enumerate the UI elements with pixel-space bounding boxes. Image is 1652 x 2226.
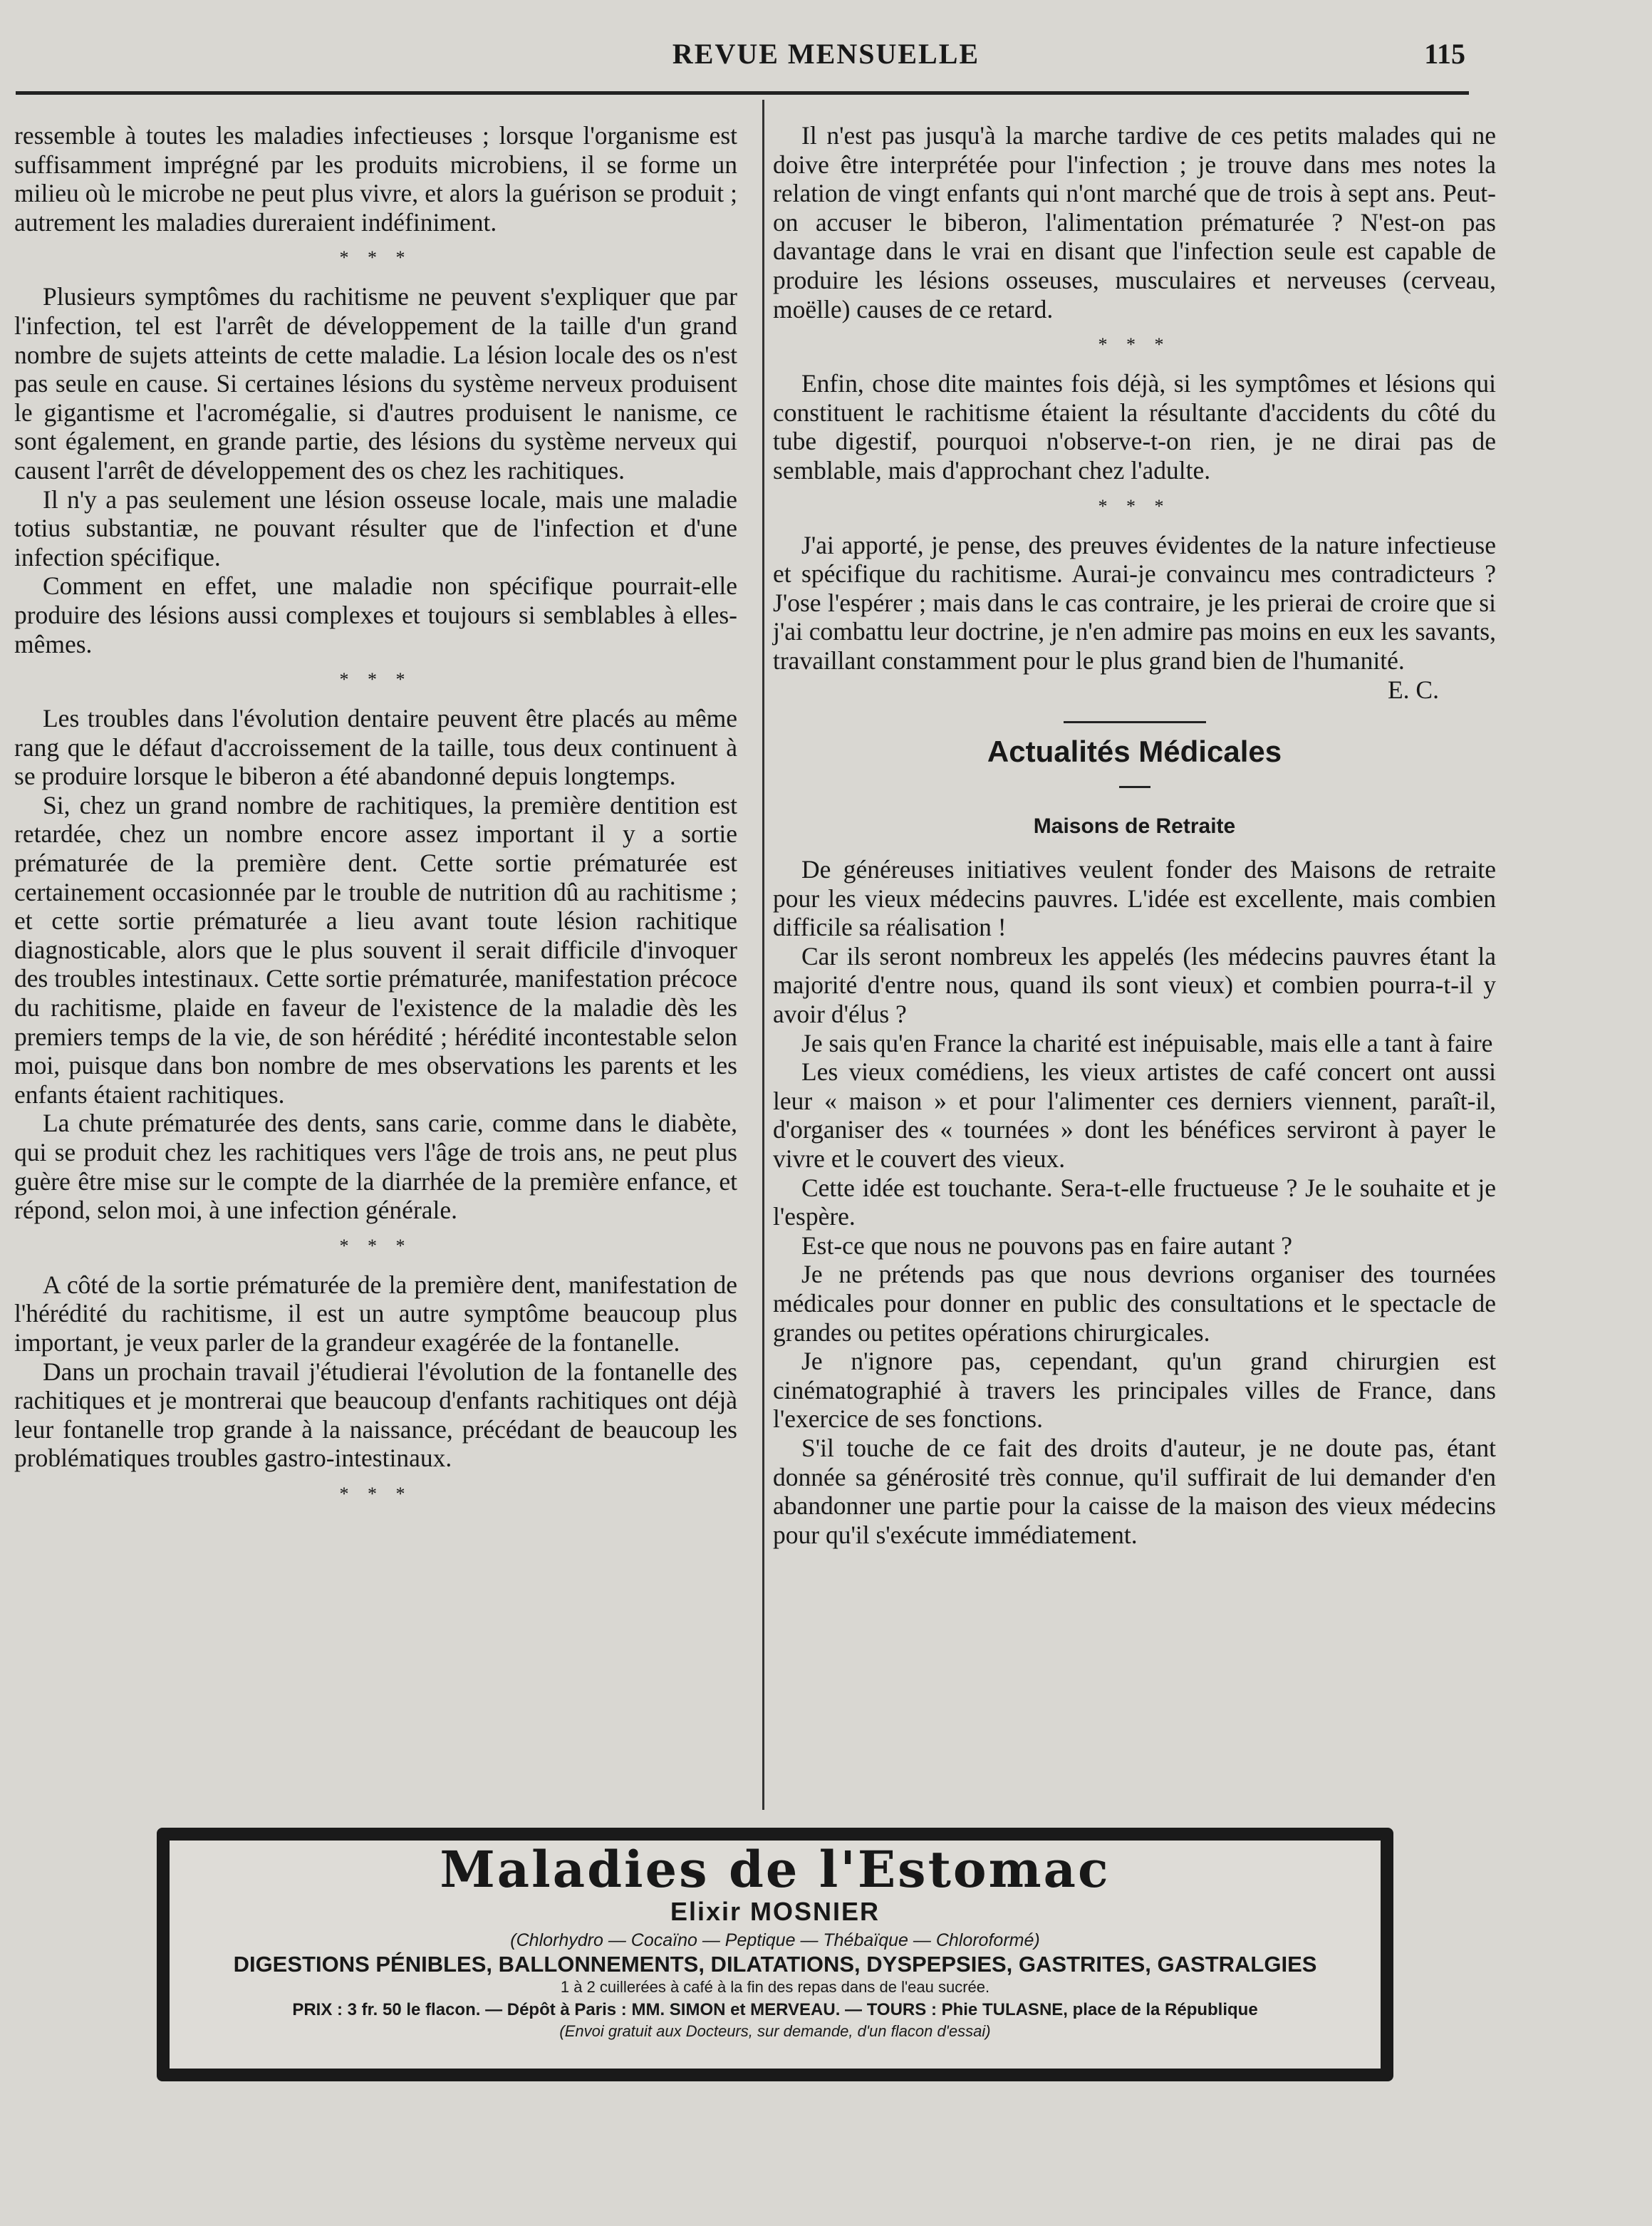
paragraph: Comment en effet, une maladie non spécifique pourrait-elle produire des lésions aussi complexes et toujours si semblables à elles-mêmes.: [14, 571, 737, 658]
advertisement-box: [157, 1828, 1393, 2081]
section-asterism: * * *: [339, 247, 412, 269]
paragraph: Dans un prochain travail j'étudierai l'évolution de la fontanelle des rachitiques et je montrerai que beaucoup d'enfants rachitiques ont déjà leur fontanelle trop grande à la naissance, précédant de beaucoup les problématiques troubles gastro-intestinaux.: [14, 1357, 737, 1473]
section-asterism: * * *: [339, 669, 412, 690]
ad-product-name: Elixir MOSNIER: [670, 1897, 880, 1926]
ad-indications: DIGESTIONS PÉNIBLES, BALLONNEMENTS, DILATATIONS, DYSPEPSIES, GASTRITES, GASTRALGIES: [233, 1952, 1317, 1977]
paragraph: Plusieurs symptômes du rachitisme ne peuvent s'expliquer que par l'infection, tel est l'arrêt de développement de la taille d'un grand nombre de sujets atteints de cette maladie. La lésion locale des os n'est pas seule en cause. Si certaines lésions du système nerveux produisent le gigantisme et l'acromégalie, si d'autres produisent le nanisme, ce sont également, en grande partie, des lésions du système nerveux qui causent l'arrêt de développement des os chez les rachitiques.: [14, 282, 737, 485]
paragraph: S'il touche de ce fait des droits d'auteur, je ne doute pas, étant donnée sa générosité très connue, qu'il suffirait de lui demander d'en abandonner une partie pour la caisse de la maison des vieux médecins pour qu'il s'exécute immédiatement.: [773, 1433, 1496, 1549]
section-asterism: * * *: [1098, 495, 1171, 517]
paragraph: ressemble à toutes les maladies infectieuses ; lorsque l'organisme est suffisamment imprégné par les produits microbiens, il se forme un milieu où le microbe ne peut plus vivre, et alors la guérison se produit ; autrement les maladies dureraient indéfiniment.: [14, 121, 737, 237]
section-asterism: * * *: [339, 1235, 412, 1256]
paragraph: Il n'y a pas seulement une lésion osseuse locale, mais une maladie totius substantiæ, ne pouvant résulter que de l'infection et d'une infection spécifique.: [14, 485, 737, 571]
ad-dosage: 1 à 2 cuillerées à café à la fin des repas dans de l'eau sucrée.: [560, 1978, 990, 1996]
journal-title: REVUE MENSUELLE: [672, 38, 980, 70]
paragraph: Est-ce que nous ne pouvons pas en faire autant ?: [801, 1231, 1293, 1260]
section-heading: Actualités Médicales: [987, 735, 1282, 769]
paragraph: Car ils seront nombreux les appelés (les médecins pauvres étant la majorité d'entre nous, quand ils sont vieux) et combien pourra-t-il y avoir d'élus ?: [773, 941, 1496, 1029]
paragraph: Je ne prétends pas que nous devrions organiser des tournées médicales pour donner en public des consultations et le spectacle de grandes ou petites opérations chirurgicales.: [773, 1260, 1496, 1347]
author-signature: E. C.: [1388, 675, 1439, 704]
page-number: 115: [1424, 38, 1465, 70]
paragraph: J'ai apporté, je pense, des preuves évidentes de la nature infectieuse et spécifique du rachitisme. Aurai-je convaincu mes contradicteurs ? J'ose l'espérer ; mais dans le cas contraire, je les prierai de croire que si j'ai combattu leur doctrine, je n'en admire pas moins en eux les savants, travaillant constamment pour le plus grand bien de l'humanité.: [773, 530, 1496, 675]
ad-ingredients: (Chlorhydro — Cocaïno — Peptique — Thébaïque — Chloroformé): [510, 1930, 1040, 1950]
paragraph: A côté de la sortie prématurée de la première dent, manifestation de l'hérédité du rachitisme, il est un autre symptôme beaucoup plus important, je veux parler de la grandeur exagérée de la fontanelle.: [14, 1270, 737, 1357]
section-rule: [1064, 721, 1206, 723]
paragraph: Les troubles dans l'évolution dentaire peuvent être placés au même rang que le défaut d'accroissement de la taille, tous deux continuent à se produire lorsque le biberon a été abandonné depuis longtemps.: [14, 704, 737, 791]
paragraph: La chute prématurée des dents, sans carie, comme dans le diabète, qui se produit chez les rachitiques vers l'âge de trois ans, ne peut plus guère être mise sur le compte de la diarrhée de la première enfance, et répond, selon moi, à une infection générale.: [14, 1109, 737, 1225]
section-asterism: * * *: [1098, 334, 1171, 356]
column-divider: [762, 100, 764, 1810]
ad-note: (Envoi gratuit aux Docteurs, sur demande, d'un flacon d'essai): [559, 2022, 991, 2040]
heading-dash: [1119, 786, 1150, 788]
paragraph: De généreuses initiatives veulent fonder des Maisons de retraite pour les vieux médecins pauvres. L'idée est excellente, mais combien difficile sa réalisation !: [773, 855, 1496, 942]
article-subheading: Maisons de Retraite: [1033, 814, 1236, 839]
paragraph: Il n'est pas jusqu'à la marche tardive de ces petits malades qui ne doive être interprétée pour l'infection ; je trouve dans mes notes la relation de vingt enfants qui n'ont marché que de trois à sept ans. Peut-on accuser le biberon, l'alimentation prématurée ? N'est-on pas davantage dans le vrai en disant que l'infection seule est capable de produire les lésions osseuses, musculaires et nerveuses (cerveau, moëlle) causes de ce retard.: [773, 121, 1496, 323]
left-column: [14, 121, 737, 1518]
right-column: [773, 121, 1496, 1549]
ad-title: Maladies de l'Estomac: [440, 1840, 1111, 1899]
paragraph: Je n'ignore pas, cependant, qu'un grand chirurgien est cinématographié à travers les principales villes de France, dans l'exercice de ses fonctions.: [773, 1347, 1496, 1434]
section-asterism: * * *: [339, 1483, 412, 1504]
paragraph: Enfin, chose dite maintes fois déjà, si les symptômes et lésions qui constituent le rachitisme étaient la résultante d'accidents du côté du tube digestif, pourquoi n'observe-t-on rien, je ne dirai pas de semblable, mais d'approchant chez l'adulte.: [773, 369, 1496, 485]
paragraph: Je sais qu'en France la charité est inépuisable, mais elle a tant à faire: [801, 1028, 1493, 1057]
paragraph: Si, chez un grand nombre de rachitiques, la première dentition est retardée, chez un nombre encore assez important il y a sortie prématurée de la première dent. Cette sortie prématurée est certainement occasionnée par le trouble de nutrition dû au rachitisme ; et cette sortie prématurée a lieu avant toute lésion rachitique diagnosticable, alors que le plus souvent il serait difficile d'invoquer des troubles intestinaux. Cette sortie prématurée, manifestation précoce du rachitisme, plaide en faveur de l'existence de la maladie dès les premiers temps de la vie, de son hérédité ; hérédité incontestable selon moi, puisque dans bon nombre de mes observations les parents et les enfants étaient rachitiques.: [14, 790, 737, 1109]
paragraph: Les vieux comédiens, les vieux artistes de café concert ont aussi leur « maison » et pour l'alimenter ces derniers viennent, paraît-il, d'organiser des « tournées » dont les bénéfices serviront à payer le vivre et le couvert des vieux.: [773, 1057, 1496, 1174]
header-rule: [16, 91, 1469, 95]
paragraph: Cette idée est touchante. Sera-t-elle fructueuse ? Je le souhaite et je l'espère.: [773, 1173, 1496, 1231]
ad-price-line: PRIX : 3 fr. 50 le flacon. — Dépôt à Paris : MM. SIMON et MERVEAU. — TOURS : Phie TULASNE, place de la République: [292, 2000, 1258, 2019]
